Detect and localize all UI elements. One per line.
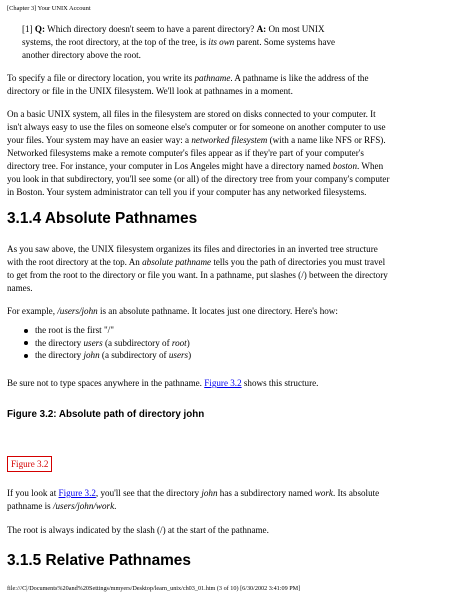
section-heading-absolute-pathnames: 3.1.4 Absolute Pathnames bbox=[7, 210, 198, 227]
footnote-line-1: [1] Q: Which directory doesn't seem to have a parent directory? A: On most UNIX bbox=[22, 24, 325, 34]
paragraph-figure-line-1: If you look at Figure 3.2, you'll see that the directory john has a subdirectory named work. Its absolute bbox=[7, 488, 380, 498]
bullet-icon bbox=[24, 329, 28, 333]
paragraph-networked-line-2: isn't always easy to use the files on someone else's computer or for someone on another computer to use bbox=[7, 122, 386, 132]
page-footer: file:///C|/Documents%20and%20Settings/mmyers/Desktop/learn_unix/ch03_01.htm (3 of 10) [6/30/2002 3:41:09 PM] bbox=[7, 585, 301, 592]
paragraph-spaces: Be sure not to type spaces anywhere in the pathname. Figure 3.2 shows this structure. bbox=[7, 378, 319, 388]
footnote-line-3: another directory above the root. bbox=[22, 50, 141, 60]
list-item: the directory john (a subdirectory of users) bbox=[22, 349, 191, 362]
paragraph-networked-line-1: On a basic UNIX system, all files in the filesystem are stored on disks connected to your computer. It bbox=[7, 109, 376, 119]
figure-3-2-link[interactable]: Figure 3.2 bbox=[58, 488, 96, 498]
paragraph-networked-line-6: you look in that subdirectory, you'll see some (or all) of the directory tree from your company's computer bbox=[7, 174, 390, 184]
figure-3-2-link[interactable]: Figure 3.2 bbox=[204, 378, 242, 388]
paragraph-absolute-line-3: to get from the root to the directory or file you want. In a pathname, put slashes (/) between the directory bbox=[7, 270, 388, 280]
path-components-list bbox=[22, 324, 191, 362]
bullet-icon bbox=[24, 354, 28, 358]
paragraph-networked-line-4: Networked filesystems make a remote computer's files appear as if they're part of your computer's bbox=[7, 148, 364, 158]
paragraph-example: For example, /users/john is an absolute pathname. It locates just one directory. Here's how: bbox=[7, 306, 338, 316]
list-item: the root is the first "/" bbox=[22, 324, 191, 337]
paragraph-pathname-line-2: directory or file in the UNIX filesystem. We'll look at pathnames in a moment. bbox=[7, 86, 293, 96]
paragraph-networked-line-5: directory tree. For instance, your computer in Los Angeles might have a directory named boston. When bbox=[7, 161, 384, 171]
paragraph-absolute-line-1: As you saw above, the UNIX filesystem organizes its files and directories in an inverted tree structure bbox=[7, 244, 378, 254]
paragraph-networked-line-3: your files. Your system may have an easier way: a networked filesystem (with a name like NFS or RFS). bbox=[7, 135, 386, 145]
paragraph-figure-line-2: pathname is /users/john/work. bbox=[7, 501, 117, 511]
footnote-line-2: systems, the root directory, at the top of the tree, is its own parent. Some systems have bbox=[22, 37, 336, 47]
page-header: [Chapter 3] Your UNIX Account bbox=[7, 5, 91, 12]
list-item: the directory users (a subdirectory of root) bbox=[22, 337, 191, 350]
figure-image-placeholder[interactable]: Figure 3.2 bbox=[7, 456, 52, 472]
section-heading-relative-pathnames: 3.1.5 Relative Pathnames bbox=[7, 552, 191, 569]
paragraph-networked-line-7: in Boston. Your system administrator can tell you if your computer has any networked filesystems. bbox=[7, 187, 367, 197]
figure-caption: Figure 3.2: Absolute path of directory john bbox=[7, 409, 205, 420]
paragraph-pathname-line-1: To specify a file or directory location, you write its pathname. A pathname is like the address of the bbox=[7, 73, 369, 83]
paragraph-absolute-line-2: with the root directory at the top. An absolute pathname tells you the path of directories you must travel bbox=[7, 257, 386, 267]
bullet-icon bbox=[24, 341, 28, 345]
paragraph-root: The root is always indicated by the slash (/) at the start of the pathname. bbox=[7, 525, 269, 535]
paragraph-absolute-line-4: names. bbox=[7, 283, 33, 293]
